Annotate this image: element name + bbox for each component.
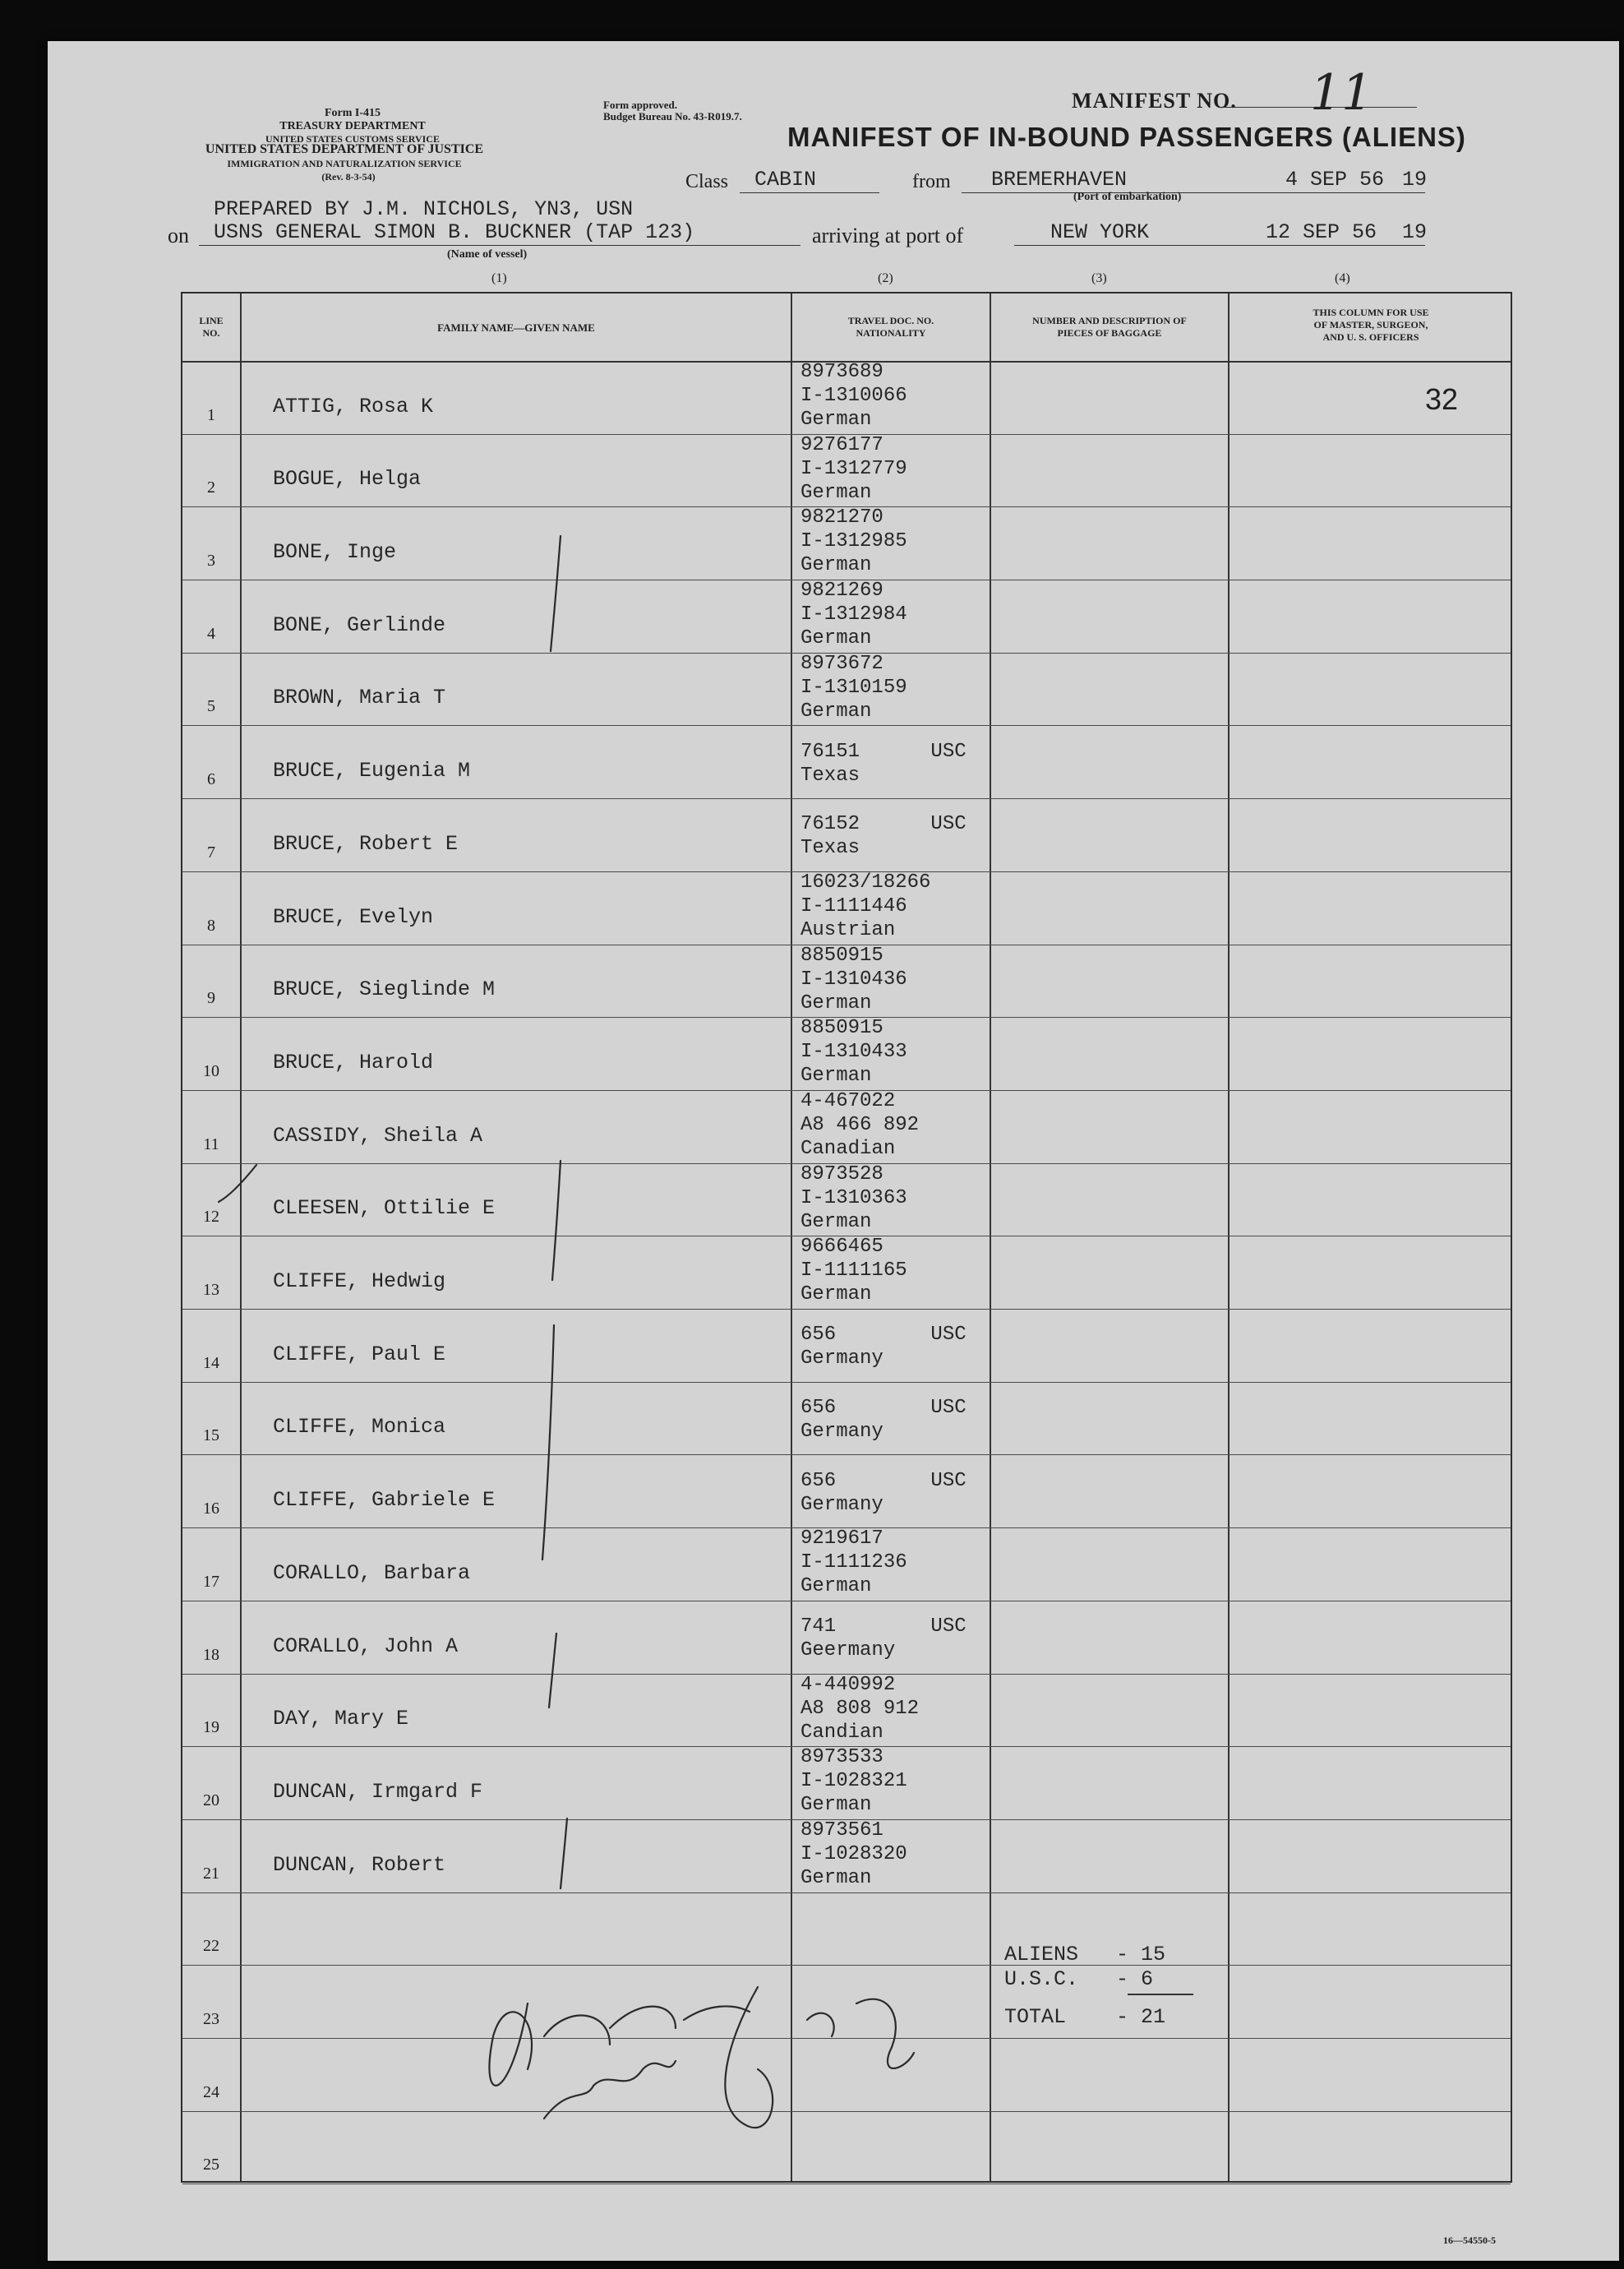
embark-date: 4 SEP 56 [1285, 168, 1385, 192]
nationality: Germany [800, 1493, 884, 1516]
dept-customs: UNITED STATES CUSTOMS SERVICE [265, 133, 440, 145]
travel-doc-number: I-1028321 [800, 1770, 907, 1793]
travel-doc-number: 9276177 [800, 433, 884, 456]
passenger-name: CLIFFE, Gabriele E [273, 1488, 496, 1513]
nationality: German [800, 554, 872, 577]
form-approved: Form approved. [603, 99, 678, 111]
nationality: Texas [800, 764, 860, 787]
line-number: 19 [203, 1718, 219, 1737]
aliens-total-label: ALIENS [1004, 1943, 1079, 1966]
passenger-name: CORALLO, John A [273, 1634, 459, 1658]
col-number-4: (4) [1335, 271, 1350, 285]
port-of-arrival: NEW YORK [1050, 220, 1150, 244]
line-number: 24 [203, 2082, 219, 2101]
passenger-name: BOGUE, Helga [273, 467, 422, 492]
aliens-total-value: - 15 [1116, 1943, 1166, 1966]
travel-doc-number: I-1310363 [800, 1186, 907, 1209]
dept-ins: IMMIGRATION AND NATURALIZATION SERVICE [227, 158, 462, 169]
nationality: Texas [800, 837, 860, 860]
travel-doc-number: 8973528 [800, 1162, 884, 1185]
passenger-name: CASSIDY, Sheila A [273, 1123, 483, 1148]
header-baggage: NUMBER AND DESCRIPTION OF PIECES OF BAGGAGE [1032, 315, 1187, 339]
nationality: German [800, 481, 872, 504]
travel-doc-number: 8973533 [800, 1746, 884, 1769]
passenger-name: CLIFFE, Hedwig [273, 1269, 446, 1294]
passenger-name: ATTIG, Rosa K [273, 394, 434, 418]
form-number: Form I-415 [324, 107, 381, 119]
line-number: 9 [207, 989, 215, 1008]
line-number: 15 [203, 1426, 219, 1445]
col-number-1: (1) [491, 271, 507, 285]
travel-doc-number: I-1111236 [800, 1551, 907, 1574]
col-number-2: (2) [878, 271, 893, 285]
nationality: Germany [800, 1420, 884, 1443]
travel-doc-number: 9666465 [800, 1236, 884, 1259]
from-label: from [912, 171, 951, 192]
col-number-3: (3) [1091, 271, 1107, 285]
budget-bureau: Budget Bureau No. 43-R019.7. [603, 110, 742, 122]
travel-doc-number: 4-440992 [800, 1673, 896, 1696]
line-number: 11 [203, 1134, 219, 1153]
line-number: 17 [203, 1572, 219, 1591]
travel-doc-number: 8850915 [800, 1017, 884, 1040]
prepared-by: PREPARED BY J.M. NICHOLS, YN3, USN [214, 197, 634, 221]
vessel-name: USNS GENERAL SIMON B. BUCKNER (TAP 123) [214, 220, 695, 244]
passenger-name: BRUCE, Robert E [273, 831, 459, 856]
arriving-label: arriving at port of [812, 224, 964, 247]
passenger-name: BRUCE, Eugenia M [273, 759, 471, 783]
line-number: 1 [207, 405, 215, 424]
form-revision: (Rev. 8-3-54) [321, 171, 376, 183]
manifest-no-label: MANIFEST NO. [1072, 89, 1237, 113]
travel-doc-number: 9219617 [800, 1527, 884, 1550]
header-travel-doc: TRAVEL DOC. NO. NATIONALITY [847, 315, 934, 339]
nationality: German [800, 1065, 872, 1088]
nationality: German [800, 1210, 872, 1233]
header-name: FAMILY NAME—GIVEN NAME [437, 321, 595, 334]
travel-doc-number: 8850915 [800, 944, 884, 967]
header-line-no: LINE NO. [199, 315, 224, 339]
travel-doc-number: I-1310436 [800, 968, 907, 991]
passenger-name: DAY, Mary E [273, 1707, 409, 1731]
nationality: Canadian [800, 1138, 896, 1160]
manifest-title: MANIFEST OF IN-BOUND PASSENGERS (ALIENS) [787, 122, 1466, 152]
officer-note: 32 [1425, 382, 1459, 416]
passenger-name: BRUCE, Sieglinde M [273, 977, 496, 1002]
nationality: German [800, 1867, 872, 1889]
passenger-name: CLIFFE, Monica [273, 1415, 446, 1439]
dept-justice: UNITED STATES DEPARTMENT OF JUSTICE [205, 142, 484, 156]
usc-total-label: U.S.C. [1004, 1967, 1079, 1991]
class-value: CABIN [754, 168, 817, 192]
travel-doc-number: I-1111165 [800, 1259, 907, 1282]
dept-treasury: TREASURY DEPARTMENT [279, 120, 426, 132]
travel-doc-number: I-1310066 [800, 385, 907, 407]
line-number: 3 [207, 552, 215, 571]
nationality: German [800, 1794, 872, 1817]
travel-doc-number: A8 466 892 [800, 1114, 920, 1136]
nationality: German [800, 627, 872, 650]
nationality: German [800, 409, 872, 431]
line-number: 10 [203, 1061, 219, 1080]
class-label: Class [685, 171, 729, 192]
line-number: 25 [203, 2156, 219, 2174]
travel-doc-number: 656 USC [800, 1324, 967, 1347]
nationality: German [800, 991, 872, 1014]
nationality: German [800, 1575, 872, 1598]
passenger-name: BONE, Gerlinde [273, 612, 446, 637]
nationality: German [800, 1283, 872, 1306]
nationality: Austrian [800, 918, 896, 941]
passenger-name: BONE, Inge [273, 540, 397, 565]
manifest-no-handwritten: 11 [1310, 64, 1373, 122]
travel-doc-number: I-1310433 [800, 1041, 907, 1064]
arrival-date: 12 SEP 56 [1266, 220, 1377, 244]
travel-doc-number: I-1312779 [800, 457, 907, 480]
line-number: 14 [203, 1353, 219, 1372]
passenger-name: CLEESEN, Ottilie E [273, 1196, 496, 1221]
on-label: on [168, 224, 189, 247]
line-number: 13 [203, 1281, 219, 1300]
travel-doc-number: 4-467022 [800, 1090, 896, 1112]
line-number: 4 [207, 624, 215, 643]
travel-doc-number: I-1312984 [800, 603, 907, 626]
travel-doc-number: I-1111446 [800, 894, 907, 917]
header-officers: THIS COLUMN FOR USE OF MASTER, SURGEON, AND U. S. OFFICERS [1313, 307, 1429, 343]
line-number: 7 [207, 843, 215, 862]
arrival-year: 19 [1402, 220, 1428, 244]
travel-doc-number: 8973561 [800, 1819, 884, 1842]
nationality: Geermany [800, 1638, 896, 1661]
line-number: 16 [203, 1500, 219, 1518]
line-number: 6 [207, 770, 215, 789]
line-number: 12 [203, 1208, 219, 1227]
passenger-table [181, 292, 1512, 2183]
line-number: 2 [207, 478, 215, 497]
line-number: 8 [207, 916, 215, 935]
travel-doc-number: 9821270 [800, 506, 884, 529]
travel-doc-number: 9821269 [800, 580, 884, 603]
vessel-caption: (Name of vessel) [447, 248, 528, 261]
handwritten-marks [182, 293, 1514, 2184]
travel-doc-number: 741 USC [800, 1615, 967, 1638]
passenger-name: BROWN, Maria T [273, 686, 446, 710]
line-number: 22 [203, 1937, 219, 1956]
travel-doc-number: 8973672 [800, 652, 884, 675]
manifest-sheet [48, 41, 1619, 2261]
passenger-name: CLIFFE, Paul E [273, 1342, 446, 1366]
travel-doc-number: I-1312985 [800, 530, 907, 553]
travel-doc-number: 76151 USC [800, 740, 967, 763]
line-number: 18 [203, 1645, 219, 1664]
port-embark-caption: (Port of embarkation) [1073, 191, 1182, 203]
nationality: Germany [800, 1347, 884, 1370]
passenger-name: DUNCAN, Robert [273, 1852, 446, 1877]
line-number: 23 [203, 2010, 219, 2029]
passenger-name: CORALLO, Barbara [273, 1560, 471, 1585]
passenger-name: BRUCE, Evelyn [273, 904, 434, 929]
travel-doc-number: 656 USC [800, 1469, 967, 1492]
passenger-name: BRUCE, Harold [273, 1050, 434, 1074]
footer-form-code: 16—54550-5 [1443, 2234, 1496, 2246]
travel-doc-number: 8973689 [800, 361, 884, 383]
line-number: 5 [207, 697, 215, 716]
usc-total-value: - 6 [1116, 1967, 1154, 1991]
travel-doc-number: I-1028320 [800, 1843, 907, 1865]
nationality: Candian [800, 1721, 884, 1744]
embark-year: 19 [1402, 168, 1428, 192]
grand-total-label: TOTAL [1004, 2005, 1067, 2029]
passenger-name: DUNCAN, Irmgard F [273, 1779, 483, 1804]
port-of-embarkation: BREMERHAVEN [991, 168, 1128, 192]
nationality: German [800, 700, 872, 723]
line-number: 20 [203, 1791, 219, 1809]
travel-doc-number: 656 USC [800, 1396, 967, 1419]
travel-doc-number: A8 808 912 [800, 1697, 920, 1720]
travel-doc-number: 16023/18266 [800, 871, 931, 894]
travel-doc-number: 76152 USC [800, 813, 967, 836]
line-number: 21 [203, 1864, 219, 1883]
grand-total-value: - 21 [1116, 2005, 1166, 2029]
travel-doc-number: I-1310159 [800, 676, 907, 699]
